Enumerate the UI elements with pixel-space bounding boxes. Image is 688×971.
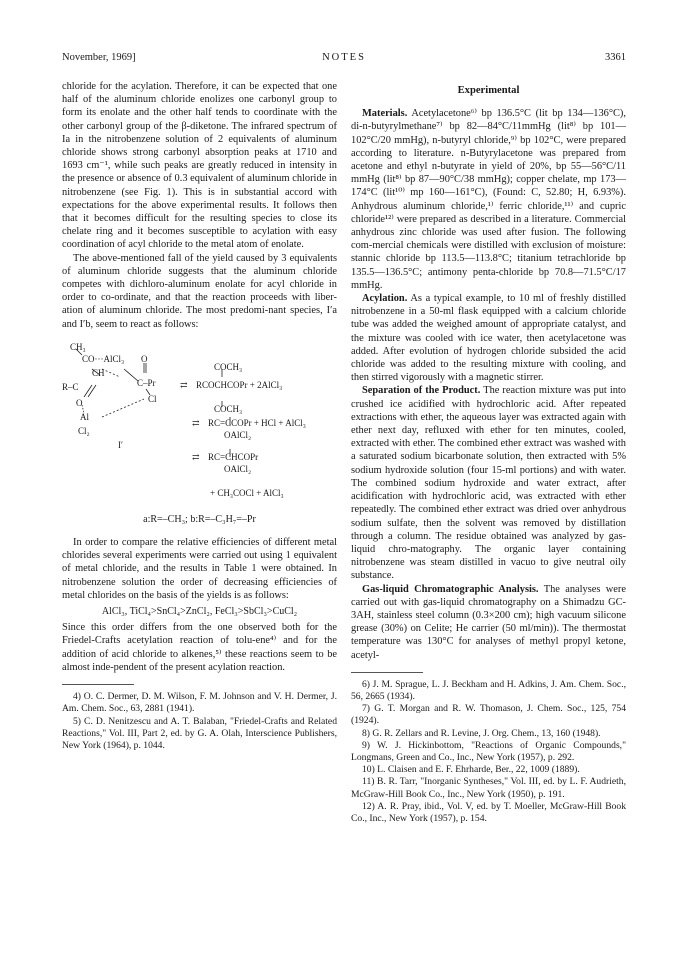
product-2: RC=CCOPr + HCl + AlCl₃ [208, 417, 306, 428]
header-journal: NOTES [322, 52, 366, 63]
materials-text: Acetylacetone⁶⁾ bp 136.5°C (lit bp 134—136°C), di-n-butyrylmethane⁷⁾ bp 82—84°C/11mmHg (lit⁸⁾ bp 101—102°C/20 mmHg), n-butyryl chloride,⁹⁾ bp 102°C, were prepared according to literature. n-Butyrylacetone was prepared from acetone and ethyl n-butyrate in yield of 20%, bp 55—56°C/11 mmHg (lit⁸⁾ bp 87—90°C/38 mmHg); copper chelate, mp 173—174°C (lit¹⁰⁾ mp 160—161°C), (Found: C, 52.80; H, 6.93%). Anhydrous aluminum chloride,¹⁾ ferric chloride,¹¹⁾ and cupric chloride¹²⁾ were prepared as described in a literature. Commercial anhydrous zinc chloride was used after fusion. The following com-mercial chemicals were distilled with exclusion of moisture: stannic chloride bp 113.5—113.8°C; titanium tetrachloride bp 135.5—136.5°C; antimony penta-chloride bp 70.8—71.5°C/17 mmHg. [351, 108, 626, 291]
footnote-10: 10) L. Claisen and E. F. Ehrharde, Ber., 22, 1009 (1889). [362, 764, 580, 776]
footnote-6: 6) J. M. Sprague, L. J. Beckham and H. Adkins, J. Am. Chem. Soc., 56, 2665 (1934). [351, 678, 626, 702]
footnote-5: 5) C. D. Nenitzescu and A. T. Balaban, "Friedel-Crafts and Related Reactions," Vol. III, Part 2, ed. by G. A. Olah, Interscience Publishers, New York (1964), p. 1044. [62, 715, 337, 751]
reaction-scheme [62, 341, 337, 509]
coch3-label-2: COCH₃ [214, 403, 243, 414]
glc-heading: Gas-liquid Chromatographic Analysis. [362, 583, 539, 595]
footnote-4: 4) O. C. Dermer, D. M. Wilson, F. M. Johnson and V. H. Dermer, J. Am. Chem. Soc., 63, 2881 (1941). [62, 691, 337, 715]
efficiency-order: AlCl₃, TiCl₄>SnCl₄>ZnCl₂, FeCl₃>SbCl₃>CuCl₂ [101, 606, 298, 618]
product-3-byproducts: + CH₃COCl + AlCl₃ [210, 487, 284, 498]
coch3-label-1: COCH₃ [214, 361, 243, 372]
ch3-label: CH₃ [70, 341, 86, 352]
footnote-divider [62, 684, 134, 685]
header-date: November, 1969] [62, 52, 136, 63]
glc-text: The analyses were carried out with gas-liquid chromatography on a Shimadzu GC-3AH, stainless steel column (0.3×200 cm); high vacuum silicone grease (30%) on Celite; He carrier (50 ml/min)). The thermostat temperature was 130°C for analyses of methyl propyl ketone, acetyl- [351, 583, 626, 661]
oalcl2-label-1: OAlCl₂ [224, 429, 252, 440]
separation-heading: Separation of the Product. [362, 385, 481, 397]
i-prime-label: I′ [118, 439, 123, 450]
materials-heading: Materials. [362, 108, 408, 120]
footnote-12: 12) A. R. Pray, ibid., Vol. V, ed. by T. Moeller, McGraw-Hill Book Co., Inc., New York (1957), p. 154. [351, 800, 626, 824]
scheme-legend: a:R=–CH₃; b:R=–C₃H₇=–Pr [143, 513, 256, 525]
footnote-divider-right [351, 672, 423, 673]
acylation-heading: Acylation. [362, 293, 408, 305]
footnote-7: 7) G. T. Morgan and R. W. Thomason, J. Chem. Soc., 125, 754 (1924). [351, 703, 626, 727]
c-pr-label: C–Pr [137, 377, 156, 388]
separation-text: The reaction mixture was put into crushed ice acidified with hydrochloric acid. After repeated extractions with ether, the aqueous layer was extracted again with ether next day, refluxed with ether for ten minutes, cooled, extracted with ether. The combined ether extract was washed with a saturated sodium bicarbonate solution, then extracted with 5% sodium hydroxide solution (four 15-ml portions) and with water. The combined sodium hydroxide and water extract, after acidification with hydrochloric acid, was extracted with ether repeatedly. The combined ether extract was dried over anhydrous sodium sulfate, then the solvent was removed by distillation through a column. The residue obtained was analyzed by gas-liquid chro-matography. The organic layer containing nitrobenzene was steam distilled in vacuo to give neutral oily substance. [351, 385, 626, 582]
cl-label: Cl [148, 393, 157, 404]
al-label: Al [80, 411, 89, 422]
equilibrium-arrow-1: ⇄ [180, 379, 188, 390]
footnote-9: 9) W. J. Hickinbottom, "Reactions of Organic Compounds," Longmans, Green and Co., Inc., New York (1957), p. 292. [351, 739, 626, 763]
cl2-label: Cl₂ [78, 425, 90, 436]
acylation-text: As a typical example, to 10 ml of freshly distilled nitrobenzene in a 50-ml flask equipped with a calcium chloride tube was added the weighed amount of appropriate catalyst, and the mixture was cooled with ice water, then acetylacetone was added. After evolution of hydrogen chloride subsided the acid chloride was added to the resulting mixture with cooling, and then stirred vigorously with a magnetic stirrer. [351, 293, 626, 384]
section-heading-experimental: Experimental [457, 85, 520, 96]
paragraph-2: The above-mentioned fall of the yield caused by 3 equivalents of aluminum chloride suggests that the aluminum chloride competes with dichloro-aluminum enolate for acyl chloride in order to co-ordinate, and that the reaction proceeds with liber-ation of aluminum chloride. The most predomi-nant species, I′a and I′b, seem to react as follows: [62, 252, 337, 330]
running-header [62, 52, 626, 66]
oxygen-label-1: O [141, 353, 148, 364]
equilibrium-arrow-2: ⇄ [192, 417, 200, 428]
page-number: 3361 [605, 52, 626, 63]
oalcl2-label-2: OAlCl₂ [224, 463, 252, 474]
oxygen-label-2: O [76, 397, 83, 408]
r-c-label: R–C [62, 381, 79, 392]
footnote-11: 11) B. R. Tarr, "Inorganic Syntheses," Vol. III, ed. by L. F. Audrieth, McGraw-Hill Book Co., Inc., New York (1950), p. 191. [351, 776, 626, 800]
product-1: RCOCHCOPr + 2AlCl₃ [196, 379, 283, 390]
co-alcl3-label: CO···AlCl₃ [82, 353, 125, 364]
paragraph-1: chloride for the acylation. Therefore, it can be expected that one half of the aluminum chloride enolizes one carbonyl group to form its enolate and the other half tends to coordinate with the other carbonyl group of the β-diketone. The infrared spectrum of Ia in the nitrobenzene solution of 2 equivalents of aluminum chloride shows strong carbonyl absorption peaks at 1710 and 1693 cm⁻¹, while such peaks are greatly reduced in intensity in the presence or absence of 0.3 equivalent of aluminum chloride in nitrobenzene (see Fig. 1). This is in substantial accord with expectations for the above experimental results. It follows then that it becomes difficult for the resulting species to close its chelate ring and it becomes susceptible to acylation with easy coordination of acyl chloride to the metal atom of enolate. [62, 81, 337, 251]
ch-label: CH [92, 367, 105, 378]
paragraph-3: In order to compare the relative efficiencies of different metal chlorides several experiments were carried out using 1 equivalent of metal chloride, and the results in Table 1 were obtained. In nitrobenzene solution the order of decreasing efficiencies of metal chlorides on the basis of the yields is as follows: [62, 537, 337, 601]
product-3: RC=CHCOPr [208, 451, 259, 462]
right-column [351, 80, 626, 825]
footnote-8: 8) G. R. Zellars and R. Levine, J. Org. Chem., 13, 160 (1948). [362, 727, 601, 739]
paragraph-4: Since this order differs from the one observed both for the Friedel-Crafts acetylation reaction of tolu-ene⁴⁾ and for the addition of acid chloride to alkenes,⁵⁾ these reactions seem to be almost inde-pendent of the present acylation reaction. [62, 622, 337, 673]
equilibrium-arrow-3: ⇄ [192, 451, 200, 462]
left-column [62, 80, 337, 752]
